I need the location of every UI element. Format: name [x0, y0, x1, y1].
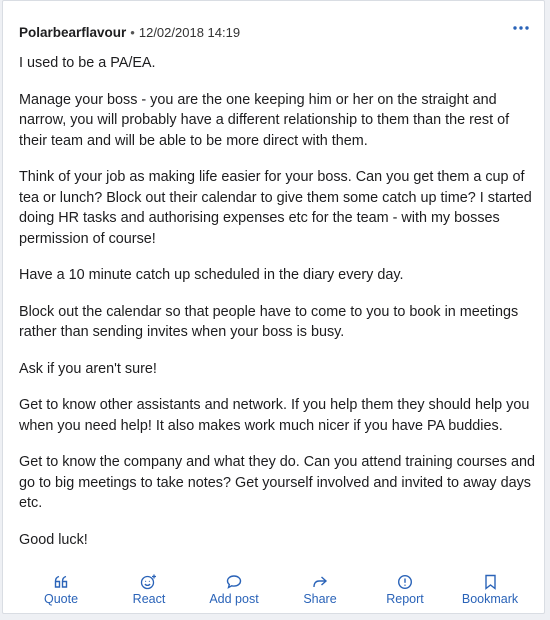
quote-label: Quote — [43, 592, 79, 606]
author-name[interactable]: Polarbearflavour — [19, 24, 127, 40]
post-paragraph: Manage your boss - you are the one keeping him or her on the straight and narrow, you will probably have a different relationship to them than the rest of their team and will be able to be more direct with them. — [19, 91, 510, 149]
post-paragraph: Get to know other assistants and network. If you help them they should help you when you need help! It also makes work much nicer if you have PA buddies. — [19, 397, 530, 434]
post-paragraph: Get to know the company and what they do. Can you attend training courses and go to big meetings to take notes? Get yourself involved and invited to away days etc. — [19, 454, 535, 511]
speech-bubble-icon — [226, 573, 242, 590]
alert-circle-icon — [397, 573, 413, 590]
post-paragraph: I used to be a PA/EA. — [19, 55, 156, 71]
share-button[interactable] — [290, 573, 350, 609]
bookmark-label: Bookmark — [461, 592, 519, 606]
quote-button[interactable] — [31, 573, 91, 609]
add-post-button[interactable] — [199, 573, 269, 609]
post-header — [19, 22, 532, 42]
post-paragraph: Block out the calendar so that people have to come to you to book in meetings rather than sending invites when your boss is busy. — [19, 303, 519, 340]
ellipsis-icon — [513, 26, 529, 30]
post-paragraph: Ask if you aren't sure! — [19, 360, 157, 377]
post-timestamp[interactable]: 12/02/2018 14:19 — [138, 24, 241, 40]
react-button[interactable] — [119, 573, 179, 609]
bookmark-icon — [484, 573, 497, 590]
react-label: React — [132, 592, 166, 606]
add-post-label: Add post — [209, 592, 259, 606]
post-body — [19, 53, 535, 566]
bookmark-button[interactable] — [455, 573, 525, 609]
post-paragraph: Good luck! — [19, 531, 88, 548]
post-actions-bar — [3, 573, 544, 609]
post-paragraph: Think of your job as making life easier for your boss. Can you get them a cup of tea or lunch? Block out their calendar to give them some catch up time? I started doing HR tasks and authorising expenses etc for the team - with my bosses permission of course! — [19, 169, 532, 247]
share-label: Share — [303, 592, 337, 606]
share-arrow-icon — [312, 573, 328, 590]
forum-post — [2, 0, 545, 614]
report-label: Report — [386, 592, 424, 606]
header-separator: • — [130, 24, 135, 40]
post-paragraph: Have a 10 minute catch up scheduled in the diary every day. — [19, 267, 404, 283]
more-options-button[interactable] — [510, 18, 532, 38]
quote-icon — [54, 573, 68, 590]
report-button[interactable] — [374, 573, 436, 609]
smiley-plus-icon — [140, 573, 158, 590]
